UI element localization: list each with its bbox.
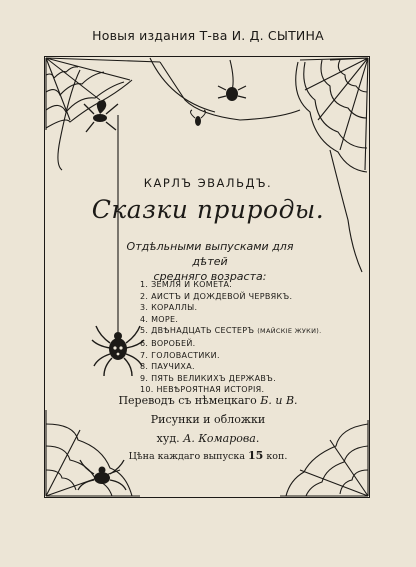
spider-icon [92, 326, 144, 376]
list-item: 4. МОРЕ. [140, 314, 179, 324]
publisher-line: Новыя издания Т-ва И. Д. СЫТИНА [92, 28, 324, 43]
list-item: 9. ПЯТЬ ВЕЛИКИХЪ ДЕРЖАВЪ. [140, 373, 276, 383]
list-item-note: (МАЙСКІЕ ЖУКИ). [257, 327, 322, 336]
bottom-spider-icon [78, 460, 126, 490]
credits [0, 391, 416, 448]
list-item: 3. КОРАЛЛЫ. [140, 303, 198, 313]
list-item: 2. АИСТЪ И ДОЖДЕВОЙ ЧЕРВЯКЪ. [140, 291, 293, 301]
series-list [140, 279, 340, 396]
list-item: 6. ВОРОБЕЙ. [140, 338, 196, 348]
book-title: Сказки природы. [91, 195, 325, 224]
beetle-icon [218, 86, 246, 101]
list-item: 8. ПАУЧИХА. [140, 362, 195, 372]
list-item: 1. ЗЕМЛЯ И КОМЕТА. [140, 280, 233, 289]
subtitle-line-2: средняго возраста: [153, 270, 267, 283]
author-name: КАРЛЪ ЭВАЛЬДЪ. [143, 176, 273, 190]
caught-insect-icon [84, 100, 118, 132]
subtitle [110, 239, 310, 284]
price-value: 15 [248, 449, 264, 462]
web-top-left [46, 58, 160, 170]
list-item: 10. НЕВѢРОЯТНАЯ ИСТОРІЯ. [140, 385, 265, 395]
list-item: 5. ДВѢНАДЦАТЬ СЕСТЕРЪ (МАЙСКІЕ ЖУКИ). [140, 326, 322, 336]
list-item: 7. ГОЛОВАСТИКИ. [140, 350, 220, 360]
artist-line: худ. А. Комарова. [156, 432, 260, 445]
fly-icon [191, 110, 206, 126]
subtitle-line-1: Отдѣльными выпусками для дѣтей [126, 240, 294, 268]
price-line: Цѣна каждаго выпуска 15 коп. [128, 449, 288, 462]
translator-name: Б. и В. [260, 394, 298, 407]
illustrations-line: Рисунки и обложки [150, 413, 266, 426]
artist-name: А. Комарова. [183, 432, 260, 445]
translation-line: Переводъ съ нѣмецкаго Б. и В. [118, 394, 298, 407]
